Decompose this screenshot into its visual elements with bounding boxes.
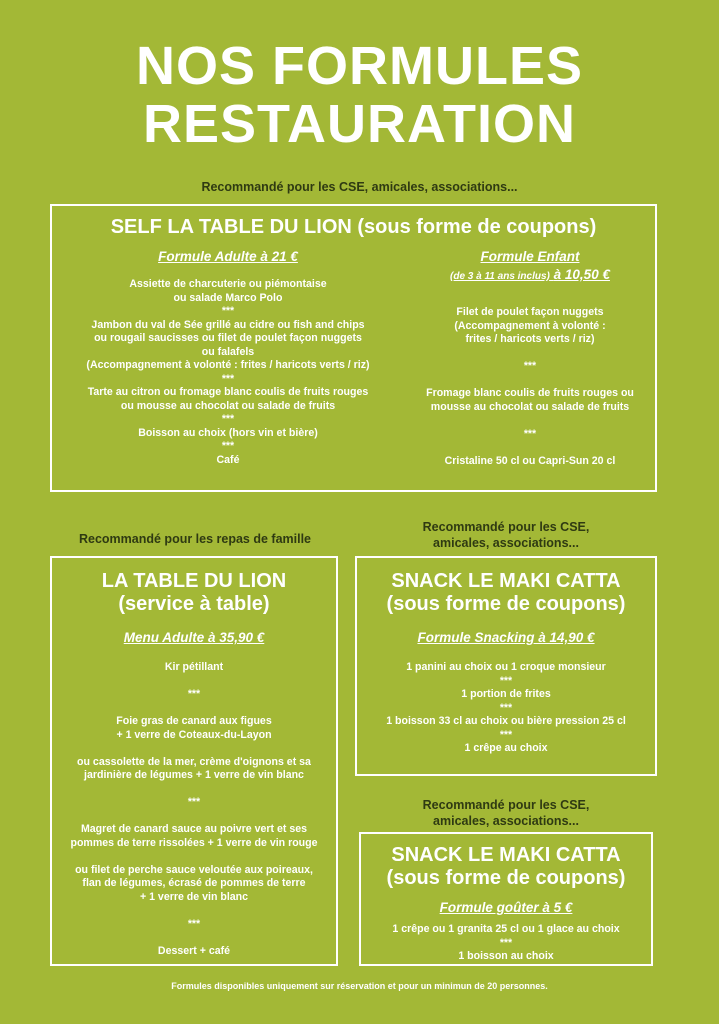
menu-line (52, 783, 336, 797)
snack2-title-1: SNACK LE MAKI CATTA (391, 844, 621, 866)
table-title-2: (service à table) (118, 593, 270, 615)
menu-line: Jambon du val de Sée grillé au cidre ou fish and chips (91, 318, 365, 331)
menu-line (52, 850, 336, 864)
menu-line: Kir pétillant (164, 661, 224, 673)
separator: *** (221, 413, 235, 425)
adult-formula-title: Formule Adulte à 21 € (158, 249, 298, 264)
menu-line (52, 810, 336, 824)
child-formula-price-line (407, 267, 653, 282)
table-title-1: LA TABLE DU LION (101, 570, 287, 592)
adult-column (56, 249, 400, 467)
menu-line: + 1 verre de Coteaux-du-Layon (116, 728, 272, 741)
separator: *** (523, 360, 537, 372)
menu-line (52, 904, 336, 918)
child-age: (de 3 à 11 ans inclus) (450, 271, 550, 282)
menu-line: (Accompagnement à volonté : frites / haricots verts / riz) (86, 359, 370, 371)
reco-line-1: Recommandé pour les CSE, (422, 520, 590, 534)
separator: *** (499, 701, 513, 714)
table-box (50, 556, 338, 966)
menu-line: Cristaline 50 cl ou Capri-Sun 20 cl (444, 454, 616, 467)
menu-line: (Accompagnement à volonté : (454, 319, 606, 332)
page-title-line1: NOS FORMULES (135, 36, 583, 96)
menu-line (407, 374, 653, 388)
snack-box-1 (355, 556, 657, 776)
menu-line: Foie gras de canard aux figues (116, 715, 272, 727)
snack-box-2 (359, 832, 653, 966)
menu-line: ou cassolette de la mer, crème d'oignons et sa (77, 755, 311, 768)
separator: *** (221, 372, 235, 385)
recommendation-top: Recommandé pour les CSE, amicales, associations... (201, 180, 518, 194)
separator: *** (523, 427, 537, 440)
separator: *** (499, 728, 513, 741)
menu-line: Assiette de charcuterie ou piémontaise (129, 278, 327, 290)
reco2-line-2: amicales, associations... (433, 814, 579, 828)
menu-line: flan de légumes, écrasé de pommes de terre (82, 877, 306, 889)
menu-line (407, 414, 653, 428)
menu-line: ou rougail saucisses ou filet de poulet façon nuggets (94, 332, 362, 344)
menu-line: Dessert + café (157, 944, 231, 957)
menu-line: Tarte au citron ou fromage blanc coulis de fruits rouges (87, 386, 369, 398)
menu-line: Filet de poulet façon nuggets (456, 306, 604, 318)
self-box (50, 204, 657, 492)
child-column (407, 249, 653, 468)
menu-line (407, 347, 653, 361)
snack2-formula: Formule goûter à 5 € (439, 900, 573, 915)
menu-line: Café (216, 453, 240, 466)
menu-line: 1 crêpe ou 1 granita 25 cl ou 1 glace au choix (392, 923, 620, 935)
menu-line: jardinière de légumes + 1 verre de vin blanc (84, 769, 304, 781)
menu-line (52, 931, 336, 945)
self-title: SELF LA TABLE DU LION (sous forme de coupons) (110, 216, 597, 238)
child-formula-title: Formule Enfant (480, 249, 580, 264)
recommendation-family: Recommandé pour les repas de famille (78, 532, 312, 546)
menu-line: 1 crêpe au choix (464, 742, 548, 754)
footer-note: Formules disponibles uniquement sur réservation et pour un minimun de 20 personnes. (171, 981, 548, 991)
menu-line (407, 441, 653, 455)
separator: *** (187, 688, 201, 700)
snack2-lines (361, 923, 651, 964)
menu-line: 1 portion de frites (461, 688, 551, 700)
separator: *** (221, 305, 235, 317)
menu-line (52, 742, 336, 756)
separator: *** (499, 674, 513, 687)
child-price: à 10,50 € (553, 267, 610, 282)
adult-lines (56, 278, 400, 467)
menu-line: + 1 verre de vin blanc (139, 890, 249, 903)
separator: *** (499, 936, 513, 949)
menu-line: ou filet de perche sauce veloutée aux poireaux, (75, 863, 313, 876)
table-lines (52, 661, 336, 958)
reco-line-2: amicales, associations... (433, 536, 579, 550)
page-title-line2: RESTAURATION (143, 94, 576, 154)
menu-line: pommes de terre rissolées + 1 verre de vin rouge (70, 836, 318, 849)
menu-line: Magret de canard sauce au poivre vert et ses (80, 823, 308, 835)
snack2-title-2: (sous forme de coupons) (386, 867, 626, 889)
snack1-formula: Formule Snacking à 14,90 € (417, 630, 595, 645)
menu-line: mousse au chocolat ou salade de fruits (430, 400, 630, 413)
snack1-lines (357, 661, 655, 756)
snack1-title-2: (sous forme de coupons) (386, 593, 626, 615)
recommendation-cse-1 (355, 519, 657, 551)
separator: *** (187, 917, 201, 930)
separator: *** (187, 796, 201, 808)
snack1-title-1: SNACK LE MAKI CATTA (391, 570, 621, 592)
menu-line: Fromage blanc coulis de fruits rouges ou (426, 387, 634, 399)
separator: *** (221, 440, 235, 452)
menu-line (52, 702, 336, 716)
menu-line: ou mousse au chocolat ou salade de fruits (120, 399, 336, 412)
menu-line: ou salade Marco Polo (173, 291, 283, 304)
menu-line (52, 675, 336, 689)
table-menu-title: Menu Adulte à 35,90 € (123, 630, 265, 645)
menu-line: Boisson au choix (hors vin et bière) (138, 426, 318, 439)
recommendation-cse-2 (355, 797, 657, 829)
menu-line: 1 panini au choix ou 1 croque monsieur (406, 661, 606, 673)
menu-line: ou falafels (201, 345, 255, 358)
menu-line: 1 boisson au choix (458, 950, 554, 962)
reco2-line-1: Recommandé pour les CSE, (422, 798, 590, 812)
menu-line: frites / haricots verts / riz) (465, 333, 595, 345)
child-lines (407, 306, 653, 468)
menu-line: 1 boisson 33 cl au choix ou bière pression 25 cl (386, 715, 626, 727)
